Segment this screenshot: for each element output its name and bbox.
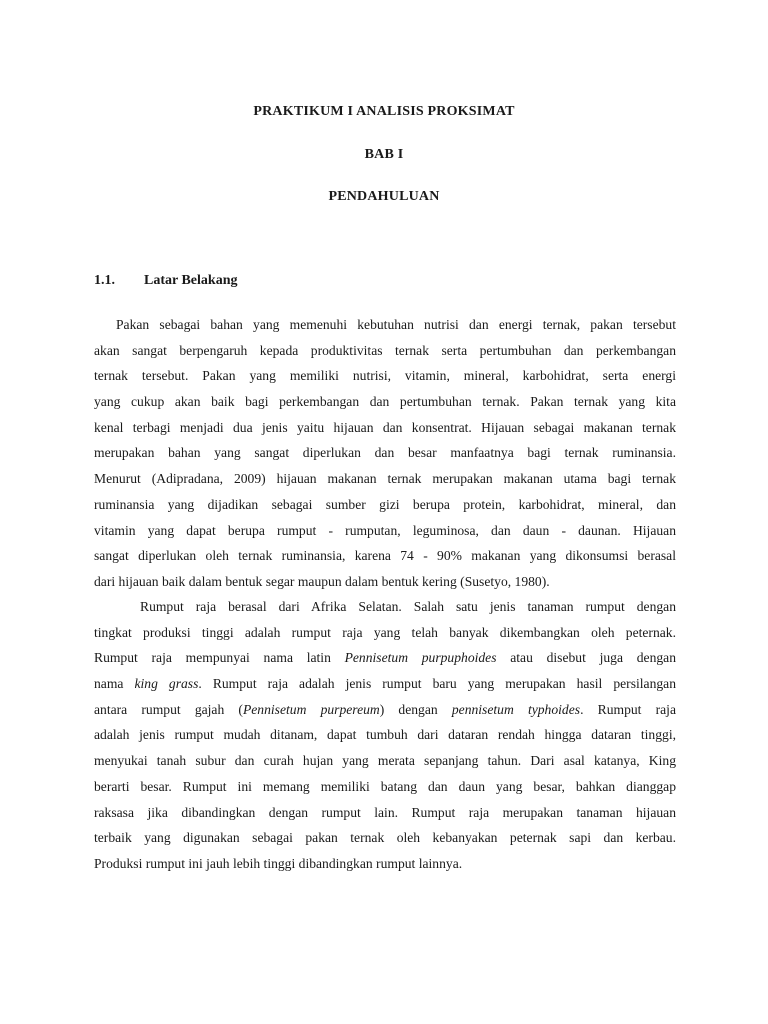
paragraph-2 xyxy=(94,594,676,877)
paragraph-2-line: adalah jenis rumput mudah ditanam, dapat tumbuh dari dataran rendah hingga dataran tinggi, xyxy=(94,727,676,743)
paragraph-2-line: Rumput raja berasal dari Afrika Selatan. Salah satu jenis tanaman rumput dengan xyxy=(140,599,676,614)
text-run: atau disebut juga dengan xyxy=(496,650,676,666)
latin-name: pennisetum typhoides xyxy=(451,701,581,717)
paragraph-2-line: menyukai tanah subur dan curah hujan yang merata sepanjang tahun. Dari asal katanya, King xyxy=(94,753,676,769)
section-heading xyxy=(94,273,237,289)
paragraph-2-line xyxy=(94,645,676,671)
text-run: nama xyxy=(94,676,135,692)
paragraph-2-line: tingkat produksi tinggi adalah rumput raja yang telah banyak dikembangkan oleh peternak. xyxy=(94,624,676,640)
latin-name: Pennisetum purpuphoides xyxy=(344,650,497,666)
paragraph-1-line: merupakan bahan yang sangat diperlukan dan besar manfaatnya bagi ternak ruminansia. xyxy=(94,445,676,461)
paragraph-1-line: ternak tersebut. Pakan yang memiliki nutrisi, vitamin, mineral, karbohidrat, serta energi xyxy=(94,368,676,384)
paragraph-1-line: sangat diperlukan oleh ternak ruminansia, karena 74 - 90% makanan yang dikonsumsi berasal xyxy=(94,548,676,564)
paragraph-1-line: vitamin yang dapat berupa rumput - rumputan, leguminosa, dan daun - daunan. Hijauan xyxy=(94,522,676,538)
paragraph-2-line: Produksi rumput ini jauh lebih tinggi dibandingkan rumput lainnya. xyxy=(94,855,463,871)
paragraph-2-line: terbaik yang digunakan sebagai pakan ternak oleh kebanyakan peternak sapi dan kerbau. xyxy=(94,830,676,846)
paragraph-1-line: yang cukup akan baik bagi perkembangan dan pertumbuhan ternak. Pakan ternak yang kita xyxy=(94,394,676,410)
paragraph-1-line: dari hijauan baik dalam bentuk segar maupun dalam bentuk kering (Susetyo, 1980). xyxy=(94,573,550,589)
text-run: antara rumput gajah ( xyxy=(94,701,243,717)
paragraph-1-line: Pakan sebagai bahan yang memenuhi kebutuhan nutrisi dan energi ternak, pakan tersebut xyxy=(116,317,676,332)
text-run: . Rumput raja adalah jenis rumput baru yang merupakan hasil persilangan xyxy=(198,676,676,692)
common-name: king grass xyxy=(134,676,199,692)
paragraph-1-line: akan sangat berpengaruh kepada produktivitas ternak serta pertumbuhan dan perkembangan xyxy=(94,342,676,358)
paragraph-1 xyxy=(94,312,676,595)
paragraph-1-line: ruminansia yang dijadikan sebagai sumber gizi berupa protein, karbohidrat, mineral, dan xyxy=(94,496,676,512)
paragraph-2-line: berarti besar. Rumput ini memang memiliki batang dan daun yang besar, bahkan dianggap xyxy=(94,778,676,794)
latin-name: Pennisetum purpereum xyxy=(242,701,380,717)
chapter-title: PENDAHULUAN xyxy=(328,189,440,204)
paragraph-1-line: Menurut (Adipradana, 2009) hijauan makanan ternak merupakan makanan utama bagi ternak xyxy=(94,471,676,487)
paragraph-2-line xyxy=(94,671,676,697)
document-title: PRAKTIKUM I ANALISIS PROKSIMAT xyxy=(253,104,515,119)
section-title: Latar Belakang xyxy=(144,273,238,288)
section-number: 1.1. xyxy=(94,273,115,288)
text-run: . Rumput raja xyxy=(580,701,676,717)
text-run: Rumput raja mempunyai nama latin xyxy=(94,650,345,666)
paragraph-2-line: raksasa jika dibandingkan dengan rumput lain. Rumput raja merupakan tanaman hijauan xyxy=(94,804,676,820)
paragraph-2-line xyxy=(94,697,676,723)
chapter-label: BAB I xyxy=(364,147,404,162)
text-run: ) dengan xyxy=(379,701,452,717)
paragraph-1-line: kenal terbagi menjadi dua jenis yaitu hijauan dan konsentrat. Hijauan sebagai makanan ternak xyxy=(94,419,676,435)
